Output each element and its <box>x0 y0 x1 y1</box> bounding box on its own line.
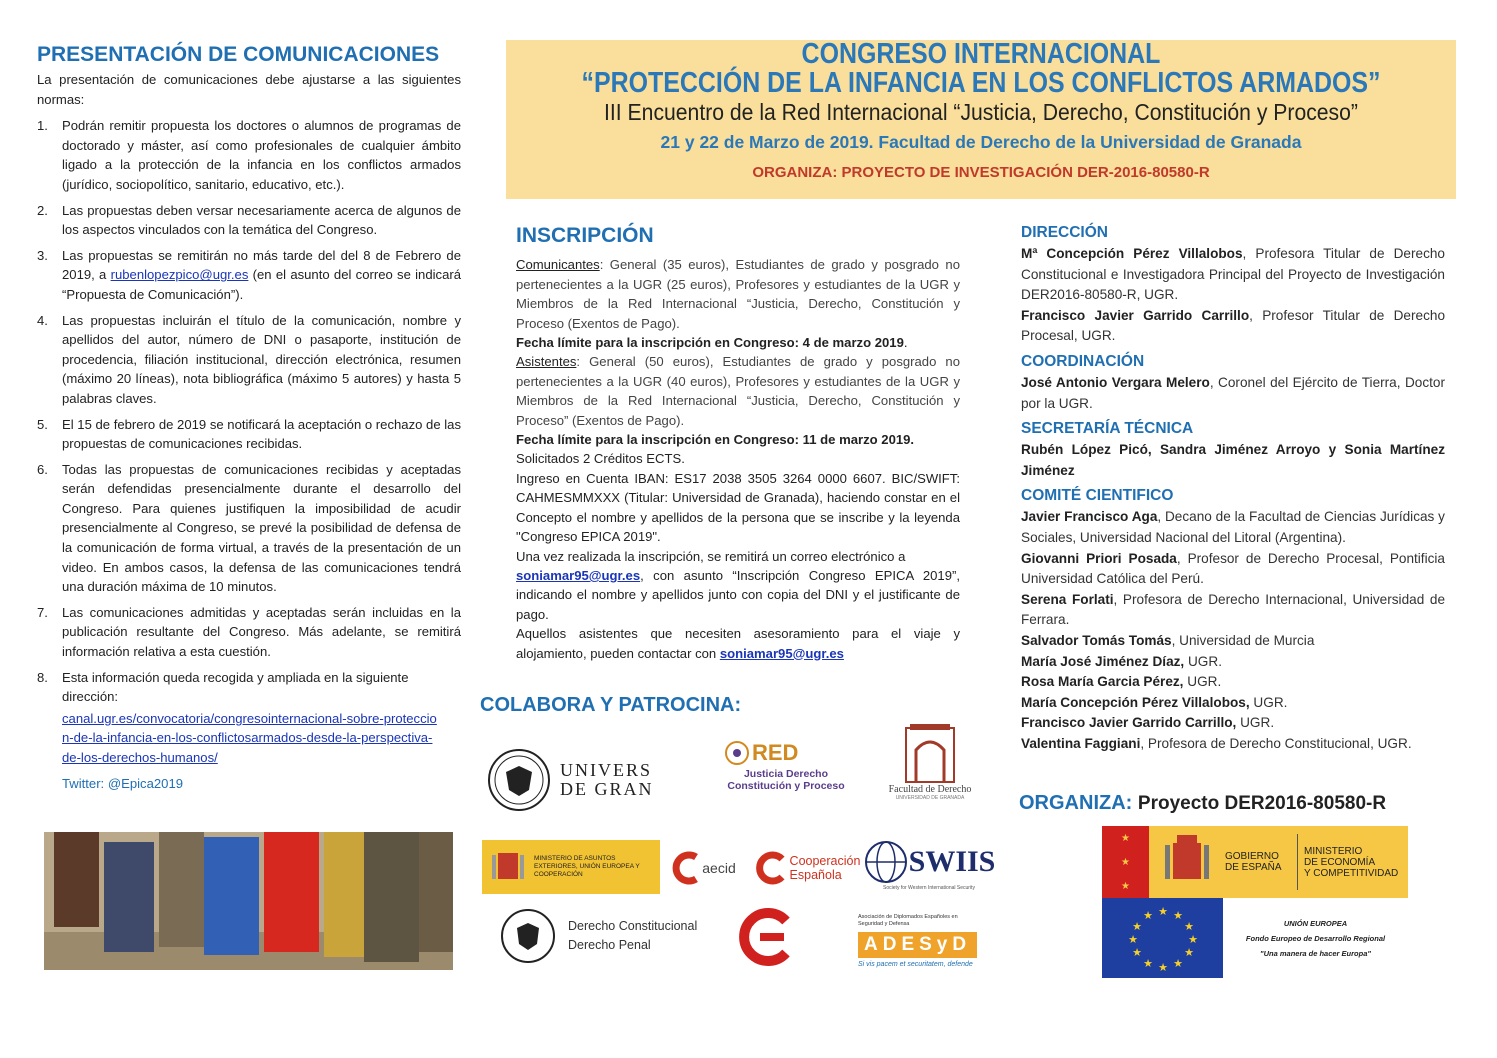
correo-post: , con asunto “Inscripción Congreso EPICA 2019”, indicando el nombre y apellidos junto con copia del DNI y el justificante de pago. <box>516 567 960 622</box>
ugr-crest-small-icon <box>498 906 558 966</box>
comunicantes-text: : General (35 euros), Estudiantes de grado y posgrado no pertenecientes a la UGR (25 euros), Profesores y estudiantes de la UGR y Miembros de la Red Internacional “Justicia, Derecho, Constitución y Proceso (Exentos de Pago). <box>516 257 960 331</box>
swiis-label: SWIIS <box>908 845 996 878</box>
adesyd-top: Asociación de Diplomados Españoles en Seguridad y Defensa <box>858 914 958 927</box>
svg-text:★: ★ <box>1127 933 1138 946</box>
swiis-logo <box>862 832 996 898</box>
comite-entry <box>1021 631 1445 652</box>
swiis-sub: Society for Western International Security <box>883 885 975 891</box>
red-logo <box>722 730 850 800</box>
coordinacion-entry <box>1021 373 1445 414</box>
facultad-logo <box>882 718 978 804</box>
item-text: El 15 de febrero de 2019 se notificará la aceptación o rechazo de las propuestas de comunicaciones recibidas. <box>62 416 461 452</box>
item-number: 3. <box>37 247 48 263</box>
organiza-value: Proyecto DER2016-80580-R <box>1137 793 1387 814</box>
red-label: RED <box>752 740 799 765</box>
person-name: Giovanni Priori Posada <box>1021 550 1177 566</box>
star-icon: ★ <box>1121 880 1130 892</box>
item-text: Esta información queda recogida y ampliada en la siguiente dirección: <box>62 669 409 705</box>
comunicantes-paragraph <box>516 255 960 333</box>
secretaria-names: Rubén López Picó, Sandra Jiménez Arroyo y Sonia Martínez Jiménez <box>1021 442 1445 478</box>
presentacion-title: PRESENTACIÓN DE COMUNICACIONES <box>37 43 440 66</box>
cooperacion-logo <box>752 844 862 892</box>
svg-text:★: ★ <box>1172 957 1183 970</box>
asistentes-paragraph <box>516 352 960 430</box>
item-text: Todas las propuestas de comunicaciones recibidas y aceptadas serán defendidas presencialmente durante el desarrollo del Congreso. Para quienes justifiquen la imposibilidad de acudir presencialmente al Congreso, se prevé la posibilidad de defensa de la comunicación de forma virtual, a través de la presentación de un video. En ambos casos, la defensa de las comunicaciones tendrá una duración máxima de 10 minutos. <box>62 461 461 595</box>
children-walking-image <box>44 832 453 970</box>
item-number: 6. <box>37 461 48 477</box>
star-icon: ★ <box>1121 856 1130 868</box>
aecid-logo <box>666 844 740 892</box>
congress-title: CONGRESO INTERNACIONAL <box>801 38 1161 70</box>
item-number: 4. <box>37 312 48 328</box>
organiza-line: ORGANIZA: PROYECTO DE INVESTIGACIÓN DER-2016-80580-R <box>752 164 1210 181</box>
item-text: Podrán remitir propuesta los doctores o alumnos de programas de doctorado y máster, así como profesionales de cualquier ámbito ligado a la protección de la infancia en los conflictos armados (jurídico, sociopolítico, sanitario, educativo, etc.). <box>62 118 461 192</box>
organiza-heading <box>1019 792 1386 815</box>
fecha-asistentes <box>516 430 960 449</box>
twitter-handle: Twitter: @Epica2019 <box>62 775 184 791</box>
list-item <box>37 415 461 454</box>
person-role: , Decano de la Facultad de Ciencias Jurídicas y Sociales, Universidad Nacional del Litoral (Argentina). <box>1021 509 1445 545</box>
aecid-label: aecid <box>702 860 736 876</box>
svg-text:★: ★ <box>1187 933 1198 946</box>
fecha-limite-2: Fecha límite para la inscripción en Congreso: 11 de marzo 2019. <box>516 432 915 448</box>
ministerio-exteriores-text: MINISTERIO DE ASUNTOS EXTERIORES, UNIÓN EUROPEA Y COOPERACIÓN <box>534 855 640 878</box>
person-name: María José Jiménez Díaz, <box>1021 653 1185 669</box>
comite-title: COMITÉ CIENTIFICO <box>1021 487 1174 505</box>
comunicantes-label: Comunicantes <box>516 257 600 273</box>
facultad-name: Facultad de Derecho <box>888 783 972 795</box>
person-name: Javier Francisco Aga <box>1021 509 1158 525</box>
email-link[interactable]: soniamar95@ugr.es <box>516 567 641 583</box>
presentacion-intro: La presentación de comunicaciones debe ajustarse a las siguientes normas: <box>37 72 461 107</box>
eu-stars-icon <box>1123 903 1203 973</box>
person-role: , Profesora de Derecho Constitucional, UGR. <box>1140 735 1412 751</box>
comite-entry <box>1021 693 1445 714</box>
item-number: 8. <box>37 669 48 685</box>
congress-header <box>506 40 1456 199</box>
svg-text:★: ★ <box>1183 920 1194 933</box>
person-role: UGR. <box>1184 653 1222 669</box>
person-role: , Profesor Titular de Derecho Procesal, UGR. <box>1021 307 1446 344</box>
inscripcion-section <box>516 226 960 663</box>
person-name: Francisco Javier Garrido Carrillo <box>1021 307 1250 323</box>
item-text: Las propuestas se remitirán no más tarde del del 8 de Febrero de 2019, a <box>62 247 461 283</box>
list-item <box>37 201 461 240</box>
facultad-arch-icon <box>902 722 958 784</box>
svg-text:★: ★ <box>1142 957 1153 970</box>
congress-subtitle: “PROTECCIÓN DE LA INFANCIA EN LOS CONFLICTOS ARMADOS” <box>581 67 1381 99</box>
person-role: , Coronel del Ejército de Tierra, Doctor por la UGR. <box>1021 374 1445 411</box>
colabora-title: COLABORA Y PATROCINA: <box>480 694 742 716</box>
person-name: María Concepción Pérez Villalobos, <box>1021 694 1250 710</box>
item-text: (en el asunto del correo se indicará “Propuesta de Comunicación”). <box>62 267 462 302</box>
list-item <box>37 668 461 707</box>
eu-flag <box>1102 898 1223 978</box>
ugr-crest-icon <box>484 746 554 814</box>
ue-title: UNIÓN EUROPEA <box>1283 918 1348 928</box>
ugr-name: UNIVERS DE GRAN <box>560 760 654 799</box>
star-icon: ★ <box>1121 832 1130 844</box>
item-number: 1. <box>37 118 48 134</box>
adesyd-label: ADESyD <box>858 932 977 958</box>
fecha-limite-1: Fecha límite para la inscripción en Congreso: 4 de marzo 2019 <box>516 335 904 351</box>
comite-entry <box>1021 713 1445 734</box>
organization-section <box>1021 222 1445 754</box>
direccion-title: DIRECCIÓN <box>1021 224 1108 241</box>
svg-text:★: ★ <box>1131 946 1142 959</box>
adesyd-logo <box>858 908 1004 974</box>
person-name: Mª Concepción Pérez Villalobos <box>1021 246 1243 261</box>
gobierno-logo <box>1102 826 1408 898</box>
ugr-logo <box>484 746 659 814</box>
comite-entry <box>1021 652 1445 673</box>
epica-icon <box>736 907 796 967</box>
item-number: 5. <box>37 416 48 432</box>
children-photo <box>44 832 453 970</box>
direccion-entry <box>1021 306 1445 347</box>
ue-fondo: Fondo Europeo de Desarrollo Regional <box>1245 933 1386 943</box>
item-number: 2. <box>37 202 48 218</box>
person-name: Serena Forlati <box>1021 591 1114 607</box>
presentacion-section <box>37 42 461 793</box>
svg-text:★: ★ <box>1183 946 1194 959</box>
svg-text:★: ★ <box>1131 920 1142 933</box>
list-item <box>37 460 461 597</box>
red-sub: Justicia Derecho Constitución y Proceso <box>727 768 845 792</box>
aecid-icon <box>670 851 700 885</box>
comite-entry <box>1021 507 1445 548</box>
email-link-2[interactable]: soniamar95@ugr.es <box>719 645 844 661</box>
normas-list <box>37 116 461 707</box>
asistentes-label: Asistentes <box>516 354 577 370</box>
secretaria-entry <box>1021 440 1445 481</box>
coordinacion-title: COORDINACIÓN <box>1021 352 1145 370</box>
comite-entry <box>1021 672 1445 693</box>
svg-text:★: ★ <box>1142 909 1153 922</box>
ue-fondo-text-block <box>1223 898 1408 978</box>
cooperacion-icon <box>754 851 788 885</box>
item-text: Las propuestas incluirán el título de la comunicación, nombre y apellidos del autor, número de DNI o pasaporte, institución de procedencia, filiación institucional, dirección electrónica, resumen (máximo 20 líneas), nota bibliográfica (máximo 5 autores) y hasta 5 palabras claves. <box>62 312 461 406</box>
person-name: Valentina Faggiani <box>1021 735 1141 751</box>
person-role: UGR. <box>1183 674 1222 690</box>
spain-coat-of-arms-icon <box>488 845 528 889</box>
person-name: Salvador Tomás Tomás <box>1021 632 1172 648</box>
svg-text:★: ★ <box>1157 905 1168 918</box>
derecho-constitucional-logo <box>498 904 718 968</box>
cooperacion-label: Cooperación Española <box>789 854 861 882</box>
svg-text:★: ★ <box>1172 909 1183 922</box>
fecha-comunicantes: Fecha límite para la inscripción en Congreso: 4 de marzo 2019. <box>516 335 908 351</box>
epica-logo <box>734 906 798 968</box>
person-role: , Universidad de Murcia <box>1171 632 1315 648</box>
viaje-text: Aquellos asistentes que necesiten asesoramiento para el viaje y alojamiento, pueden contactar con <box>516 626 960 661</box>
correo-pre: Una vez realizada la inscripción, se remitirá un correo electrónico a <box>516 548 906 564</box>
person-role: , Profesora Titular de Derecho Constitucional e Investigadora Principal del Proyecto de Investigación DER2016-80580-R, UGR. <box>1021 246 1445 303</box>
derecho-constitucional-text: Derecho Constitucional Derecho Penal <box>568 919 698 952</box>
secretaria-title: SECRETARÍA TÉCNICA <box>1021 420 1194 438</box>
direccion-entry <box>1021 244 1445 306</box>
person-role: UGR. <box>1249 694 1288 710</box>
globe-icon <box>863 839 909 885</box>
comite-entry <box>1021 590 1445 631</box>
correo-paragraph <box>516 547 960 625</box>
list-item <box>37 116 461 194</box>
eu-stripe <box>1102 826 1149 898</box>
ingreso-text: Ingreso en Cuenta IBAN: ES17 2038 3505 3264 0000 6607. BIC/SWIFT: CAHMESMMXXX (Titular: Universidad de Granada), haciendo constar en el Concepto el nombre y apellidos de la persona que se inscribe y la leyenda "Congreso EPICA 2019". <box>516 470 960 545</box>
convocatoria-link[interactable]: canal.ugr.es/convocatoria/congresointernacional-sobre-proteccion-de-la-infancia-en-los-conflictosarmados-desde-la-perspectiva-de-los-derechos-humanos/ <box>62 710 437 765</box>
person-role: UGR. <box>1236 715 1275 731</box>
person-role: , Profesora de Derecho Internacional, Universidad de Ferrara. <box>1021 591 1446 628</box>
email-link[interactable]: rubenlopezpico@ugr.es <box>110 267 249 283</box>
ministerio-economia-text: MINISTERIO DE ECONOMÍA Y COMPETITIVIDAD <box>1304 845 1399 879</box>
creditos-text: Solicitados 2 Créditos ECTS. <box>516 451 685 467</box>
comite-entry <box>1021 734 1445 755</box>
gobierno-text: GOBIERNO DE ESPAÑA <box>1225 851 1282 873</box>
person-role: , Profesor de Derecho Procesal, Pontificia Universidad Católica del Perú. <box>1021 550 1445 587</box>
person-name: José Antonio Vergara Melero <box>1021 374 1210 390</box>
adesyd-motto: Si vis pacem et securitatem, defende <box>858 961 973 968</box>
organiza-label: ORGANIZA: <box>1019 792 1133 814</box>
person-name: Francisco Javier Garrido Carrillo, <box>1021 715 1237 731</box>
spain-coat-of-arms-icon <box>1157 831 1217 893</box>
date-location: 21 y 22 de Marzo de 2019. Facultad de Derecho de la Universidad de Granada <box>660 132 1302 152</box>
list-item <box>37 311 461 409</box>
ministerio-exteriores-logo <box>482 840 660 894</box>
person-name: Rosa María Garcia Pérez, <box>1021 674 1184 690</box>
list-item <box>37 246 461 305</box>
facultad-sub: UNIVERSIDAD DE GRANADA <box>895 794 965 801</box>
list-item <box>37 603 461 662</box>
red-network-icon <box>722 738 752 768</box>
inscripcion-title: INSCRIPCIÓN <box>516 224 654 247</box>
divider <box>1297 834 1298 890</box>
viaje-paragraph <box>516 624 960 663</box>
svg-text:★: ★ <box>1157 961 1168 973</box>
item-number: 7. <box>37 604 48 620</box>
item-text: Las comunicaciones admitidas y aceptadas serán incluidas en la publicación resultante del Congreso. Más adelante, se remitirá información relativa a esta cuestión. <box>62 604 461 660</box>
item-text: Las propuestas deben versar necesariamente acerca de algunos de los aspectos vinculados con la temática del Congreso. <box>62 202 461 238</box>
comite-entry <box>1021 549 1445 590</box>
ue-motto: "Una manera de hacer Europa" <box>1260 948 1371 958</box>
encuentro-line: III Encuentro de la Red Internacional “Justicia, Derecho, Constitución y Proceso” <box>604 99 1358 125</box>
asistentes-text: : General (50 euros), Estudiantes de grado y posgrado no pertenecientes a la UGR (40 euros), Profesores y estudiantes de la UGR y Miembros de la Red Internacional “Justicia, Derecho, Constitución y Proceso” (Exentos de Pago). <box>516 354 960 428</box>
